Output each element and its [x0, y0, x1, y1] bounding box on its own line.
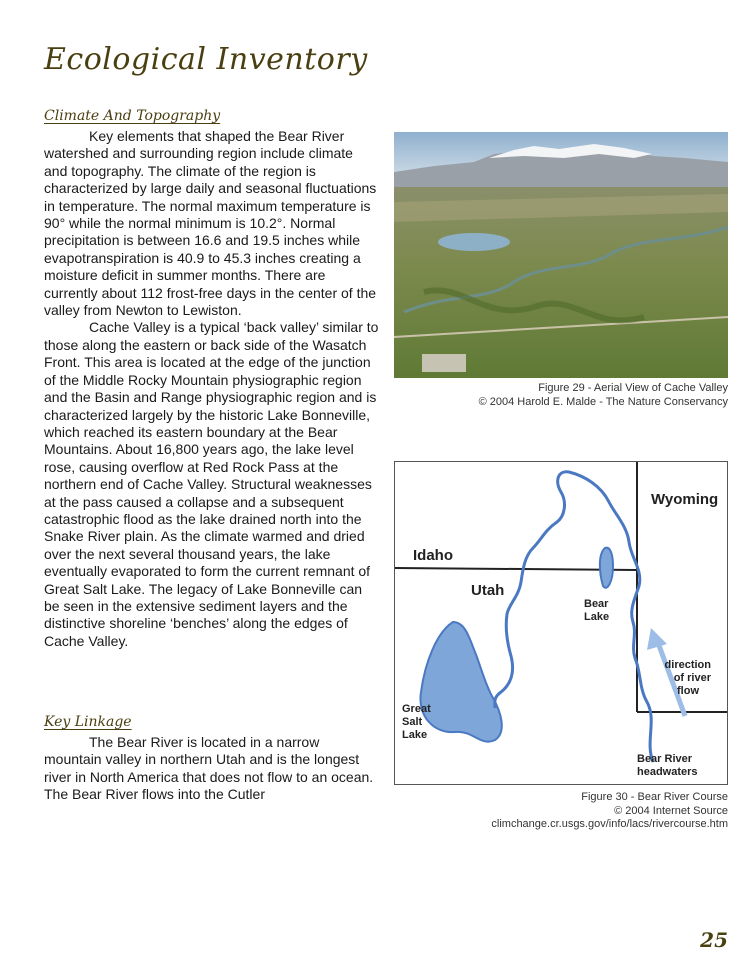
figure-30-credit: © 2004 Internet Source [614, 804, 728, 817]
label-bear-lake-2: Lake [584, 611, 610, 623]
linkage-heading: Key Linkage [44, 714, 132, 730]
climate-body [44, 128, 380, 650]
label-bear-lake-1: Bear [584, 598, 609, 610]
figure-30-source: climchange.cr.usgs.gov/info/lacs/rivercourse.htm [491, 818, 728, 830]
figure-29-caption [479, 382, 728, 409]
label-idaho: Idaho [413, 547, 453, 564]
label-wyoming: Wyoming [651, 491, 719, 508]
label-great-salt-lake-1: Great [402, 703, 431, 715]
page-title: Ecological Inventory [44, 42, 368, 77]
great-salt-lake [420, 622, 501, 742]
label-great-salt-lake-2: Salt [402, 716, 423, 728]
climate-paragraph-1: Key elements that shaped the Bear River watershed and surrounding region include climate and topography. The climate of the region is characterized by large daily and seasonal fluctuations in temperature. The normal maximum temperature is 90° while the normal minimum is 10.2°. Normal precipitation is between 16.6 and 19.5 inches while evapotranspiration is 40.9 to 45.3 inches creating a moisture deficit in summer months. There are currently about 112 frost-free days in the center of the valley from Newton to Lewiston. [44, 128, 377, 319]
figure-29-credit: © 2004 Harold E. Malde - The Nature Conservancy [478, 395, 728, 408]
climate-heading: Climate And Topography [44, 108, 221, 124]
photo-reservoir [438, 233, 510, 251]
flow-arrow-head [647, 628, 667, 650]
linkage-paragraph-1: The Bear River is located in a narrow mountain valley in northern Utah and is the longest river in North America that does not flow to an ocean. The Bear River flows into the Cutler [44, 734, 374, 803]
bear-river-line [495, 472, 653, 762]
label-headwaters-2: headwaters [637, 766, 698, 778]
figure-30-title: Figure 30 - Bear River Course [581, 791, 728, 803]
figure-29-title: Figure 29 - Aerial View of Cache Valley [538, 382, 728, 394]
page-number: 25 [700, 928, 728, 952]
label-direction-3: flow [677, 685, 699, 697]
figure-30-caption [491, 791, 728, 832]
label-direction-1: direction [664, 659, 711, 671]
linkage-body [44, 734, 380, 804]
label-direction-2: of river [673, 672, 711, 684]
photo-pond [422, 354, 466, 372]
aerial-photo [394, 132, 728, 378]
label-utah: Utah [471, 582, 505, 599]
label-great-salt-lake-3: Lake [402, 729, 428, 741]
bear-river-map [394, 461, 728, 785]
bear-lake [600, 548, 613, 588]
label-headwaters-1: Bear River [637, 753, 693, 765]
climate-paragraph-2: Cache Valley is a typical ‘back valley’ similar to those along the eastern or back side of the Wasatch Front. This area is located at the edge of the junction of the Middle Rocky Mountain physiographic region and the Basin and Range physiographic region and is characterized largely by the historic Lake Bonneville, which reached its eastern boundary at the Bear Mountains. About 16,800 years ago, the lake level rose, causing overflow at Red Rock Pass at the northern end of Cache Valley. Structural weaknesses at the pass caused a collapse and a subsequent catastrophic flood as the lake drained north into the Snake River plain. As the climate warmed and dried over the next several thousand years, the lake eventually evaporated to form the current remnant of Great Salt Lake. The legacy of Lake Bonneville can be seen in the extensive sediment layers and the distinctive shoreline ‘benches’ along the edges of Cache Valley. [44, 319, 379, 649]
